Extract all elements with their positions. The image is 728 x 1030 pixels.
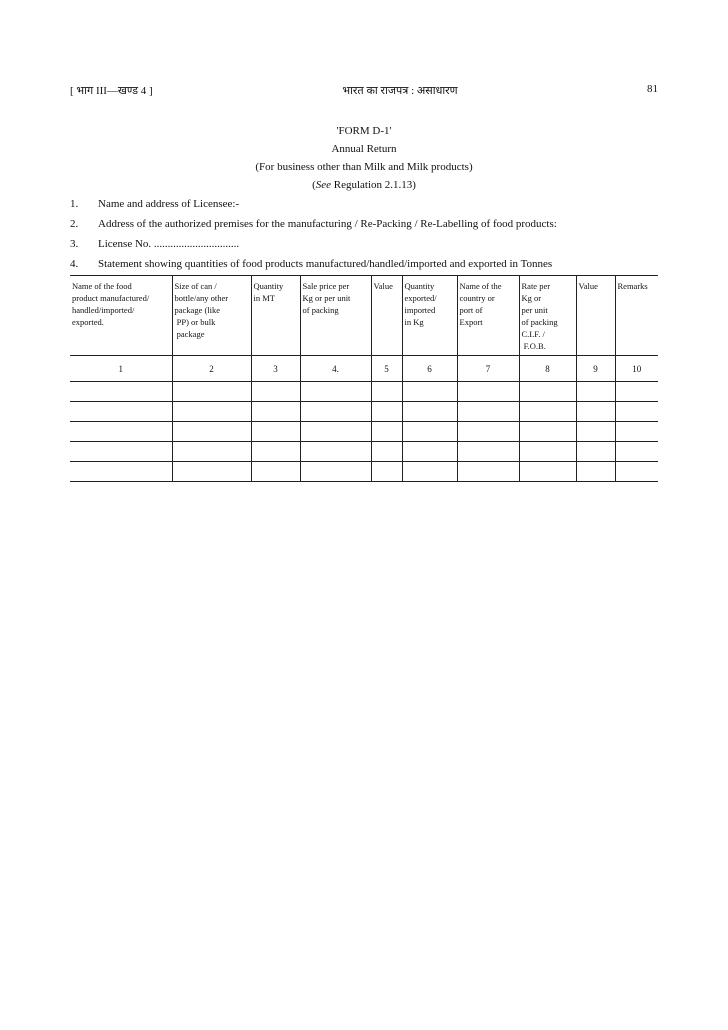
column-number: 9 <box>576 356 615 382</box>
page-number: 81 <box>647 83 658 95</box>
column-header <box>402 276 457 356</box>
table-header-row <box>70 276 658 356</box>
table-body <box>70 356 658 482</box>
table-cell <box>300 402 371 422</box>
regulation-rest: Regulation 2.1.13) <box>331 179 416 191</box>
table-cell <box>251 462 300 482</box>
column-number-row <box>70 356 658 382</box>
table-cell <box>251 442 300 462</box>
gazette-part-label: [ भाग III—खण्ड 4 ] <box>70 85 153 97</box>
column-header-line: Rate per <box>521 281 551 291</box>
column-number: 8 <box>519 356 576 382</box>
table-cell <box>457 442 519 462</box>
table-cell <box>172 402 251 422</box>
table-cell <box>615 462 658 482</box>
item-number: 3. <box>70 238 79 250</box>
table-cell <box>615 382 658 402</box>
column-header-line: Kg or per unit <box>302 293 351 303</box>
table-cell <box>172 462 251 482</box>
form-regulation <box>70 176 658 194</box>
regulation-open: ( <box>312 179 316 191</box>
column-header-line: handled/imported/ <box>72 305 135 315</box>
table-cell <box>172 382 251 402</box>
list-item <box>70 236 658 256</box>
table-cell <box>402 382 457 402</box>
table-cell <box>70 422 172 442</box>
table-cell <box>251 422 300 442</box>
gazette-title: भारत का राजपत्र : असाधारण <box>342 85 458 97</box>
regulation-see: See <box>315 179 331 191</box>
table-cell <box>371 442 402 462</box>
column-header-line: Value <box>578 281 598 291</box>
form-titles <box>70 122 658 194</box>
table-cell <box>300 462 371 482</box>
table-cell <box>172 422 251 442</box>
table-cell <box>371 462 402 482</box>
table-cell <box>519 402 576 422</box>
column-header-line: PP) or bulk <box>174 317 216 327</box>
column-header-line: imported <box>404 305 436 315</box>
column-header-line: exported/ <box>404 293 437 303</box>
column-header-line: per unit <box>521 305 548 315</box>
table-cell <box>402 462 457 482</box>
table-cell <box>402 442 457 462</box>
table-cell <box>457 382 519 402</box>
table-cell <box>519 422 576 442</box>
column-header <box>172 276 251 356</box>
table-cell <box>300 382 371 402</box>
table-cell <box>519 462 576 482</box>
form-subtitle: Annual Return <box>331 143 397 155</box>
column-header-line: Sale price per <box>302 281 350 291</box>
table-cell <box>402 422 457 442</box>
table-cell <box>576 382 615 402</box>
column-number: 3 <box>251 356 300 382</box>
table-cell <box>615 442 658 462</box>
column-header-line: of packing <box>302 305 339 315</box>
column-header-line: Export <box>459 317 483 327</box>
page-header <box>70 83 658 99</box>
table-cell <box>371 382 402 402</box>
table-cell <box>576 462 615 482</box>
table-cell <box>576 402 615 422</box>
column-number: 1 <box>70 356 172 382</box>
column-number: 6 <box>402 356 457 382</box>
column-header-line: Name of the food <box>72 281 132 291</box>
table-cell <box>70 402 172 422</box>
table-cell <box>519 442 576 462</box>
column-header-line: Quantity <box>253 281 284 291</box>
column-header-line: bottle/any other <box>174 293 229 303</box>
column-header-line: country or <box>459 293 495 303</box>
form-scope: (For business other than Milk and Milk products) <box>255 161 473 173</box>
item-number: 4. <box>70 258 79 270</box>
column-header-line: package <box>174 329 205 339</box>
item-text: Name and address of Licensee:- <box>98 198 240 210</box>
column-header-line: in Kg <box>404 317 424 327</box>
column-header-line: Kg or <box>521 293 542 303</box>
table-cell <box>70 382 172 402</box>
item-text: Address of the authorized premises for the manufacturing / Re-Packing / Re-Labelling of food products: <box>98 218 557 230</box>
annual-return-table <box>70 275 658 482</box>
table-cell <box>371 422 402 442</box>
list-item <box>70 216 658 236</box>
table-cell <box>457 422 519 442</box>
table-cell <box>615 422 658 442</box>
column-header-line: Name of the <box>459 281 502 291</box>
form-title: 'FORM D-1' <box>336 125 392 137</box>
column-header-line: F.O.B. <box>521 341 546 351</box>
table-row <box>70 462 658 482</box>
column-header <box>251 276 300 356</box>
column-header <box>70 276 172 356</box>
column-header-line: in MT <box>253 293 275 303</box>
column-header-line: C.I.F. / <box>521 329 545 339</box>
column-header-line: Remarks <box>617 281 648 291</box>
column-header-line: exported. <box>72 317 104 327</box>
column-header-line: package (like <box>174 305 221 315</box>
item-text: Statement showing quantities of food products manufactured/handled/imported and exported in Tonnes <box>98 258 553 270</box>
table-row <box>70 422 658 442</box>
column-number: 4. <box>300 356 371 382</box>
column-header <box>576 276 615 356</box>
table-cell <box>300 422 371 442</box>
list-item <box>70 256 658 276</box>
column-header-line: port of <box>459 305 483 315</box>
table-row <box>70 442 658 462</box>
column-header-line: product manufactured/ <box>72 293 150 303</box>
table-cell <box>70 442 172 462</box>
column-header-line: Quantity <box>404 281 435 291</box>
column-header-line: Size of can / <box>174 281 217 291</box>
table-cell <box>251 402 300 422</box>
table-cell <box>371 402 402 422</box>
table-cell <box>615 402 658 422</box>
table-cell <box>70 462 172 482</box>
table-cell <box>172 442 251 462</box>
column-header <box>615 276 658 356</box>
column-header-line: of packing <box>521 317 558 327</box>
table-cell <box>576 422 615 442</box>
column-header <box>371 276 402 356</box>
table-cell <box>251 382 300 402</box>
table-cell <box>457 462 519 482</box>
column-number: 5 <box>371 356 402 382</box>
column-number: 2 <box>172 356 251 382</box>
column-number: 7 <box>457 356 519 382</box>
table-cell <box>300 442 371 462</box>
table-row <box>70 382 658 402</box>
table-row <box>70 402 658 422</box>
column-header <box>300 276 371 356</box>
column-number: 10 <box>615 356 658 382</box>
table-cell <box>576 442 615 462</box>
item-number: 1. <box>70 198 79 210</box>
item-text: License No. ............................... <box>98 238 240 250</box>
column-header <box>457 276 519 356</box>
table-cell <box>519 382 576 402</box>
column-header <box>519 276 576 356</box>
table-cell <box>457 402 519 422</box>
column-header-line: Value <box>373 281 393 291</box>
list-item <box>70 196 658 216</box>
item-number: 2. <box>70 218 79 230</box>
form-items <box>70 196 658 276</box>
table-cell <box>402 402 457 422</box>
